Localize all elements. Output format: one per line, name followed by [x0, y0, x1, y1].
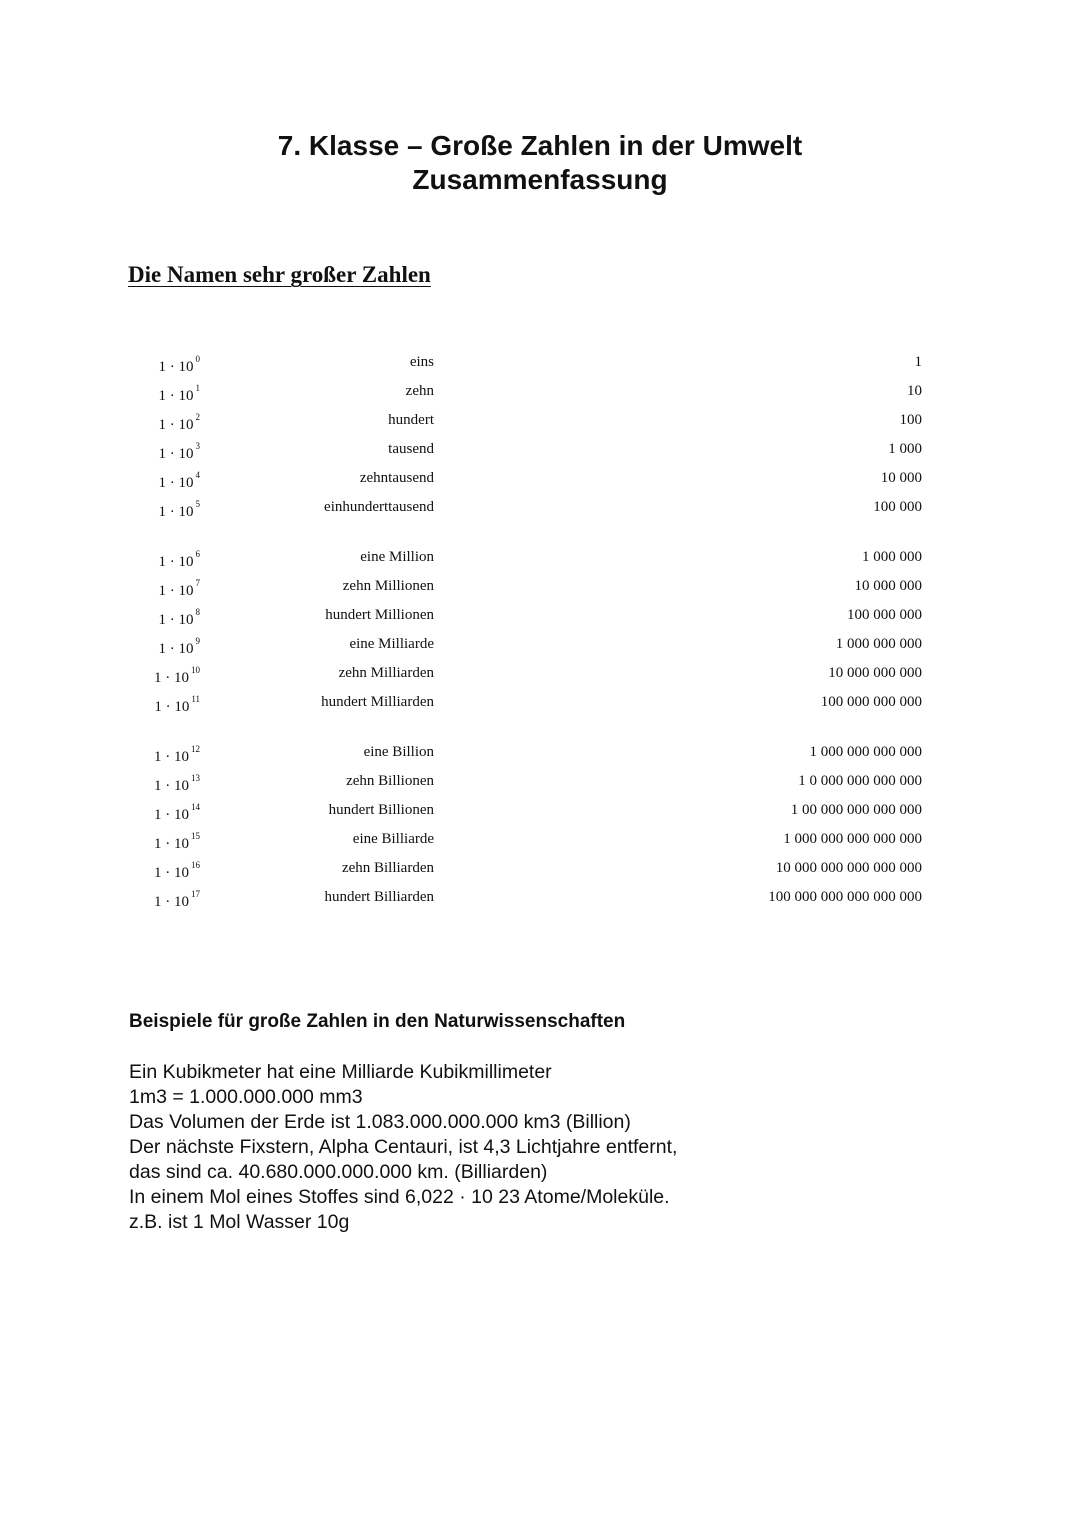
power-of-ten [154, 860, 200, 882]
number-row [0, 660, 1080, 689]
number-row [0, 602, 1080, 631]
power-exponent: 0 [195, 354, 200, 364]
document-title: 7. Klasse – Große Zahlen in der Umwelt [277, 130, 803, 161]
number-value: 10 [907, 383, 922, 399]
power-exponent: 11 [191, 694, 200, 704]
examples-list [129, 1060, 677, 1235]
power-base: 1 · 10 [158, 554, 194, 570]
number-row [0, 573, 1080, 602]
power-base: 1 · 10 [154, 670, 189, 686]
number-value: 1 000 000 000 [835, 636, 922, 652]
power-of-ten [158, 578, 201, 600]
power-exponent: 2 [195, 412, 200, 422]
power-exponent: 13 [191, 773, 200, 783]
power-base: 1 · 10 [158, 504, 194, 520]
number-value: 1 000 [888, 441, 922, 457]
power-base: 1 · 10 [158, 612, 194, 628]
number-value: 100 000 [873, 499, 922, 515]
number-value: 1 000 000 000 000 [809, 744, 922, 760]
example-line: das sind ca. 40.680.000.000.000 km. (Billiarden) [129, 1161, 548, 1183]
number-row [0, 855, 1080, 884]
power-of-ten [158, 636, 201, 658]
example-line: 1m3 = 1.000.000.000 mm3 [129, 1086, 363, 1108]
power-exponent: 12 [191, 744, 200, 754]
example-line: z.B. ist 1 Mol Wasser 10g [129, 1211, 350, 1233]
example-line: In einem Mol eines Stoffes sind 6,022 · 10 23 Atome/Moleküle. [129, 1186, 670, 1208]
number-name: zehntausend [359, 470, 434, 486]
power-of-ten [158, 470, 201, 492]
power-of-ten [158, 499, 201, 521]
number-name: zehn Billiarden [341, 860, 434, 876]
number-value: 1 0 000 000 000 000 [798, 773, 922, 789]
section-heading-number-names: Die Namen sehr großer Zahlen [128, 262, 431, 287]
number-row [0, 544, 1080, 573]
power-of-ten [158, 441, 201, 463]
power-base: 1 · 10 [158, 446, 194, 462]
power-exponent: 5 [195, 499, 200, 509]
number-row [0, 349, 1080, 378]
number-value: 10 000 000 000 000 000 [775, 860, 922, 876]
number-name: zehn Millionen [342, 578, 434, 594]
number-name: eine Milliarde [349, 636, 434, 652]
power-of-ten [154, 773, 200, 795]
number-name: eine Million [360, 549, 434, 565]
power-exponent: 6 [195, 549, 200, 559]
number-name: zehn [405, 383, 434, 399]
number-row [0, 378, 1080, 407]
number-value: 100 000 000 [847, 607, 922, 623]
number-value: 10 000 000 000 [828, 665, 922, 681]
power-base: 1 · 10 [158, 388, 194, 404]
number-row [0, 494, 1080, 523]
number-row [0, 797, 1080, 826]
number-row [0, 465, 1080, 494]
example-line: Ein Kubikmeter hat eine Milliarde Kubikmillimeter [129, 1061, 552, 1083]
power-of-ten [158, 607, 201, 629]
power-base: 1 · 10 [154, 699, 190, 715]
power-base: 1 · 10 [154, 778, 189, 794]
number-name: hundert [388, 412, 434, 428]
number-value: 1 000 000 000 000 000 [783, 831, 922, 847]
number-name: hundert Millionen [325, 607, 434, 623]
power-base: 1 · 10 [158, 583, 194, 599]
power-exponent: 4 [195, 470, 200, 480]
number-name: einhunderttausend [324, 499, 434, 515]
number-name: hundert Billionen [328, 802, 434, 818]
power-exponent: 16 [191, 860, 200, 870]
number-value: 10 000 000 [854, 578, 922, 594]
number-name: hundert Billiarden [324, 889, 434, 905]
example-line: Das Volumen der Erde ist 1.083.000.000.000 km3 (Billion) [129, 1111, 631, 1133]
power-base: 1 · 10 [158, 359, 194, 375]
power-base: 1 · 10 [158, 475, 194, 491]
number-value: 100 [899, 412, 922, 428]
number-row [0, 739, 1080, 768]
number-name: eine Billiarde [352, 831, 434, 847]
power-exponent: 14 [191, 802, 200, 812]
number-name: zehn Milliarden [338, 665, 434, 681]
power-exponent: 3 [195, 441, 200, 451]
number-name: hundert Milliarden [321, 694, 434, 710]
document-subtitle: Zusammenfassung [412, 164, 668, 195]
power-base: 1 · 10 [158, 641, 194, 657]
power-base: 1 · 10 [154, 749, 189, 765]
power-base: 1 · 10 [154, 894, 189, 910]
power-exponent: 8 [195, 607, 200, 617]
number-value: 10 000 [880, 470, 922, 486]
power-of-ten [158, 549, 201, 571]
number-row [0, 436, 1080, 465]
number-row [0, 631, 1080, 660]
number-row [0, 689, 1080, 718]
number-row [0, 826, 1080, 855]
power-of-ten [154, 831, 200, 853]
number-value: 1 [914, 354, 922, 370]
power-exponent: 15 [191, 831, 200, 841]
power-of-ten [158, 383, 201, 405]
power-of-ten [158, 354, 201, 376]
number-name: zehn Billionen [346, 773, 434, 789]
number-value: 100 000 000 000 000 000 [768, 889, 922, 905]
power-base: 1 · 10 [154, 865, 189, 881]
power-exponent: 7 [195, 578, 200, 588]
example-line: Der nächste Fixstern, Alpha Centauri, ist 4,3 Lichtjahre entfernt, [129, 1136, 678, 1158]
number-name: eine Billion [363, 744, 434, 760]
number-value: 1 000 000 [862, 549, 922, 565]
power-exponent: 17 [191, 889, 200, 899]
number-value: 100 000 000 000 [820, 694, 922, 710]
section-heading-examples: Beispiele für große Zahlen in den Naturwissenschaften [129, 1011, 626, 1032]
power-exponent: 1 [195, 383, 200, 393]
number-value: 1 00 000 000 000 000 [790, 802, 922, 818]
power-of-ten [154, 889, 200, 911]
number-row [0, 407, 1080, 436]
number-names-group-2 [0, 544, 1080, 718]
power-base: 1 · 10 [154, 807, 189, 823]
number-name: tausend [388, 441, 434, 457]
power-of-ten [154, 694, 200, 716]
number-row [0, 884, 1080, 913]
power-exponent: 9 [195, 636, 200, 646]
power-base: 1 · 10 [158, 417, 194, 433]
power-of-ten [154, 802, 200, 824]
power-base: 1 · 10 [154, 836, 189, 852]
power-exponent: 10 [191, 665, 200, 675]
number-row [0, 768, 1080, 797]
number-names-group-3 [0, 739, 1080, 913]
power-of-ten [154, 744, 200, 766]
power-of-ten [158, 412, 201, 434]
number-names-group-1 [0, 349, 1080, 523]
power-of-ten [154, 665, 200, 687]
number-name: eins [409, 354, 434, 370]
